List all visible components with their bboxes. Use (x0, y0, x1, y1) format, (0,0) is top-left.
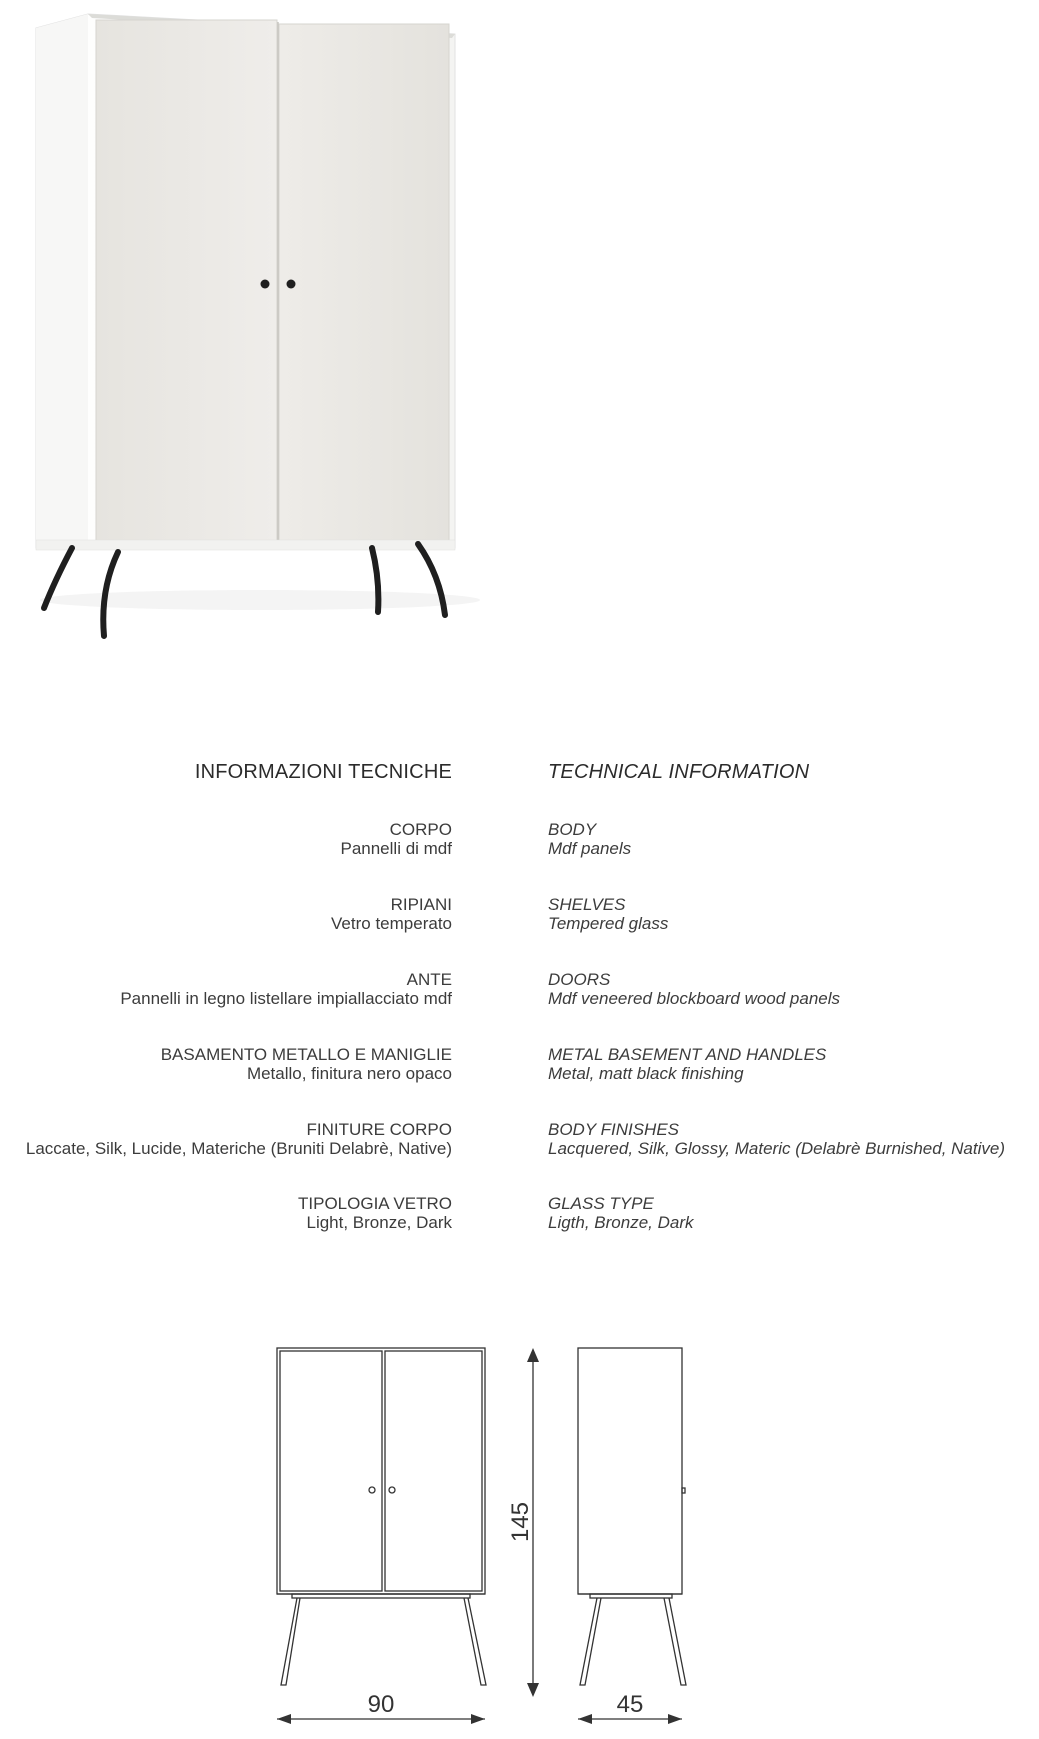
left-door (96, 20, 277, 542)
spec-it-doors (120, 970, 452, 1008)
spec-title: ANTE (406, 970, 452, 989)
spec-value: Lacquered, Silk, Glossy, Materic (Delabrè Burnished, Native) (548, 1139, 1005, 1158)
dimension-height: 145 (507, 1501, 534, 1543)
spec-en-glass (548, 1194, 694, 1232)
spec-value: Metal, matt black finishing (548, 1064, 744, 1083)
spec-title: RIPIANI (390, 895, 452, 914)
spec-title: BODY (548, 820, 597, 839)
cabinet-legs (44, 544, 445, 636)
spec-it-finishes (26, 1120, 452, 1158)
spec-en-finishes (548, 1120, 1005, 1158)
right-handle-icon (287, 280, 296, 289)
spec-value: Mdf veneered blockboard wood panels (548, 989, 841, 1008)
spec-en-shelves (548, 895, 668, 933)
heading-it: INFORMAZIONI TECNICHE (194, 761, 452, 783)
left-handle-icon (261, 280, 270, 289)
spec-it-glass (298, 1194, 452, 1232)
spec-value: Mdf panels (548, 839, 632, 858)
right-door (279, 24, 449, 542)
spec-value: Metallo, finitura nero opaco (246, 1064, 452, 1083)
spec-en-basement (548, 1045, 826, 1083)
spec-title: CORPO (389, 820, 452, 839)
front-view (277, 1348, 486, 1685)
spec-value: Vetro temperato (331, 914, 452, 933)
spec-it-body (340, 820, 452, 858)
spec-en-doors (548, 970, 840, 1008)
spec-it-basement (161, 1045, 452, 1083)
spec-value: Pannelli in legno listellare impiallacciato mdf (120, 989, 452, 1008)
spec-it-shelves (331, 895, 452, 933)
spec-title: TIPOLOGIA VETRO (298, 1194, 452, 1213)
spec-value: Light, Bronze, Dark (306, 1213, 452, 1232)
heading-en: TECHNICAL INFORMATION (548, 761, 810, 783)
side-view (578, 1348, 686, 1685)
spec-title: GLASS TYPE (548, 1194, 654, 1213)
technical-drawing (0, 1320, 1039, 1739)
spec-en-body (548, 820, 631, 858)
side-handle-icon (682, 1488, 685, 1493)
dimension-width: 90 (367, 1691, 395, 1718)
front-right-handle-icon (389, 1487, 395, 1493)
spec-value: Tempered glass (548, 914, 669, 933)
spec-value: Ligth, Bronze, Dark (548, 1213, 694, 1232)
spec-title: SHELVES (548, 895, 626, 914)
front-left-handle-icon (369, 1487, 375, 1493)
spec-title: BASAMENTO METALLO E MANIGLIE (160, 1045, 452, 1064)
spec-value: Pannelli di mdf (340, 839, 452, 858)
spec-title: METAL BASEMENT AND HANDLES (548, 1045, 827, 1064)
product-photo (0, 0, 520, 680)
dimension-depth: 45 (616, 1691, 644, 1718)
spec-title: FINITURE CORPO (306, 1120, 452, 1139)
spec-value: Laccate, Silk, Lucide, Materiche (Bruniti Delabrè, Native) (25, 1139, 452, 1158)
spec-title: DOORS (548, 970, 611, 989)
spec-title: BODY FINISHES (548, 1120, 679, 1139)
